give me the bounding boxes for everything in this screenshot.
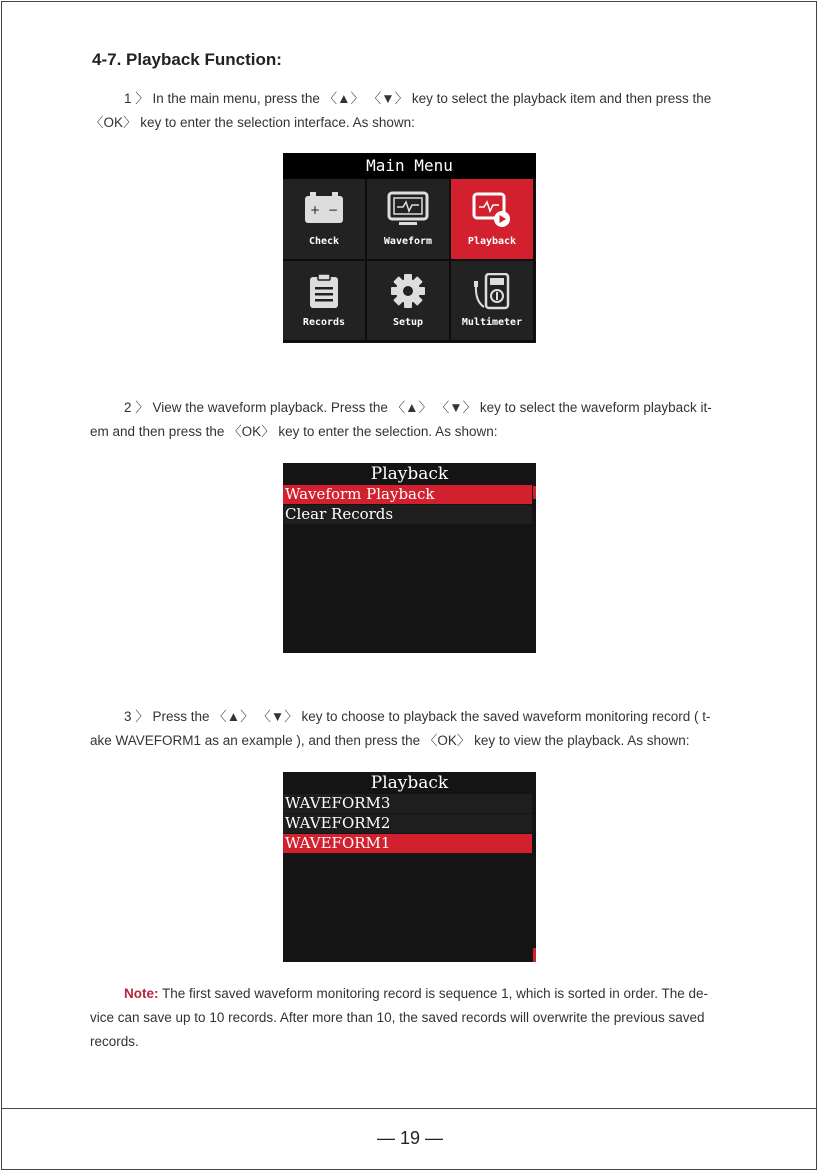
tile-label-setup: Setup [392, 317, 424, 328]
note-text [90, 982, 740, 1054]
playback-menu-screen [283, 463, 536, 653]
note-line1: The first saved waveform monitoring record is sequence 1, which is sorted in order. The de- [158, 986, 709, 1001]
step3-text [90, 705, 740, 753]
svg-text:+: + [309, 203, 321, 217]
page-number: — 19 — [376, 1128, 444, 1148]
multimeter-icon [472, 273, 512, 311]
tile-multimeter[interactable] [451, 261, 535, 342]
tile-check[interactable] [283, 179, 367, 261]
step1-line1: 1 〉 In the main menu, press the 〈▲〉 〈▼〉 key to select the playback item and then press the [124, 91, 712, 106]
records-menu-screen [283, 772, 536, 962]
step1-text [90, 87, 740, 135]
step2-line1: 2 〉 View the waveform playback. Press the 〈▲〉 〈▼〉 key to select the waveform playback it- [124, 400, 712, 415]
list-item-waveform-playback[interactable]: Waveform Playback [283, 485, 532, 504]
list-item-waveform2[interactable]: WAVEFORM2 [283, 814, 532, 833]
tile-label-records: Records [302, 317, 346, 328]
battery-icon [304, 191, 344, 225]
tile-records[interactable] [283, 261, 367, 342]
tile-waveform[interactable] [367, 179, 451, 261]
scrollbar-thumb[interactable] [533, 948, 536, 962]
main-menu-screen [283, 153, 536, 343]
note-label: Note: [124, 986, 159, 1001]
tile-setup[interactable] [367, 261, 451, 342]
monitor-waveform-icon [387, 191, 429, 227]
note-line3: records. [90, 1034, 139, 1049]
list-item-waveform1[interactable]: WAVEFORM1 [283, 834, 532, 853]
tile-label-multimeter: Multimeter [461, 317, 523, 328]
playback-menu-title: Playback [370, 464, 449, 484]
step1-line2: 〈OK〉 key to enter the selection interface. As shown: [90, 115, 415, 130]
tile-label-playback: Playback [467, 236, 517, 247]
step3-line2: ake WAVEFORM1 as an example ), and then press the 〈OK〉 key to view the playback. As shown: [90, 733, 690, 748]
tile-label-check: Check [308, 236, 340, 247]
main-menu-grid [283, 179, 535, 342]
step2-text [90, 396, 740, 444]
records-menu-title: Playback [370, 773, 449, 793]
list-item-waveform3[interactable]: WAVEFORM3 [283, 794, 532, 813]
note-line2: vice can save up to 10 records. After more than 10, the saved records will overwrite the previous saved [90, 1010, 705, 1025]
tile-label-waveform: Waveform [383, 236, 433, 247]
tile-playback[interactable] [451, 179, 535, 261]
clipboard-icon [307, 273, 341, 309]
step2-line2: em and then press the 〈OK〉 key to enter the selection. As shown: [90, 424, 498, 439]
main-menu-title: Main Menu [283, 153, 536, 179]
footer-divider [1, 1108, 817, 1109]
list-item-clear-records[interactable]: Clear Records [283, 505, 532, 524]
gear-icon [390, 273, 426, 309]
section-heading: 4-7. Playback Function: [92, 50, 282, 69]
step3-line1: 3 〉 Press the 〈▲〉 〈▼〉 key to choose to playback the saved waveform monitoring record ( t- [124, 709, 711, 724]
svg-text:−: − [327, 203, 339, 217]
playback-icon [471, 191, 513, 229]
scrollbar-thumb[interactable] [533, 486, 536, 499]
